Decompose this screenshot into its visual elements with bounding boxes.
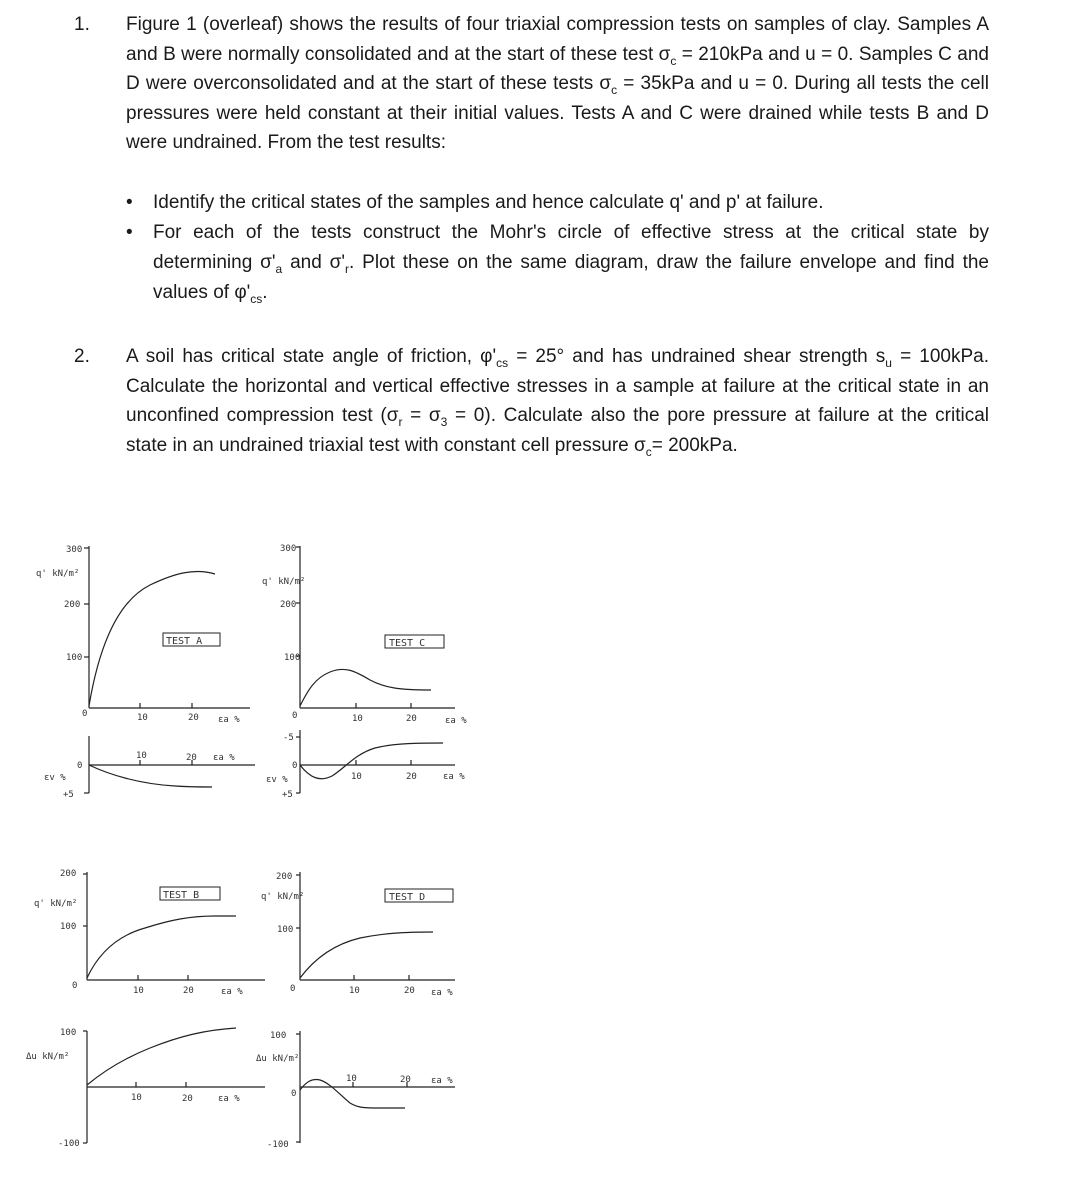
test-b-label: TEST B [163,890,200,901]
test-c-ev-axis-label: εv % [266,775,288,785]
test-d-x-tick: 20 [404,986,415,996]
test-a-q-tick: 200 [64,600,81,610]
test-a-ev-x-label: εa % [213,753,235,763]
test-d-du-x-label: εa % [431,1076,453,1086]
test-a-q-tick: 0 [82,709,88,719]
test-c-ev-x-tick: 20 [406,772,417,782]
test-c-ev-tick: +5 [282,790,293,800]
test-a-ev-axis-label: εv % [44,773,66,783]
test-c-ev-tick: 0 [292,761,298,771]
test-b-q-tick: 100 [60,922,77,932]
test-d-du-tick: -100 [267,1140,289,1150]
test-b-du-plot [83,1028,265,1143]
test-c-ev-tick: -5 [283,733,294,743]
test-d-du-x-tick: 10 [346,1074,357,1084]
test-c-q-tick: 0 [292,711,298,721]
test-d-q-tick: 200 [276,872,293,882]
test-c-q-tick: 100 [284,653,301,663]
test-d-x-label: εa % [431,988,453,998]
test-c-q-tick: 200 [280,600,297,610]
test-c-q-axis-label: q' kN/m² [262,577,306,587]
bullet-item: • Identify the critical states of the samples and hence calculate q' and p' at failure. [126,188,989,218]
test-b-du-x-tick: 20 [182,1094,193,1104]
test-c-ev-curve [300,743,443,779]
test-d-q-tick: 0 [290,984,296,994]
test-a-ev-curve [89,765,212,787]
test-a-ev-tick: +5 [63,790,74,800]
test-b-q-tick: 200 [60,869,77,879]
test-c-ev-x-label: εa % [443,772,465,782]
test-d-label: TEST D [389,892,426,903]
test-a-x-tick: 20 [188,713,199,723]
test-d-q-plot [296,872,455,980]
question-1-number: 1. [74,14,90,35]
test-a-q-plot [84,546,250,708]
question-1-bullets [126,188,989,308]
test-d-x-tick: 10 [349,986,360,996]
test-a-x-tick: 10 [137,713,148,723]
test-b-du-curve [87,1028,236,1085]
test-d-q-tick: 100 [277,925,294,935]
test-c-q-tick: 300 [280,544,297,554]
test-d-du-plot [296,1031,455,1143]
bullet-item: • For each of the tests construct the Mohr's circle of effective stress at the critical state by determining $\sigma'_a$ and $\sigma'_r$. Plot these on the same diagram, draw the failure envelope and find the values of $\varphi'_{cs}$. [126,218,989,308]
test-a-ev-plot [84,736,255,793]
test-c-label: TEST C [389,638,426,649]
test-d-du-tick: 100 [270,1031,287,1041]
test-a-ev-x-tick: 10 [136,751,147,761]
test-b-q-plot [83,872,265,980]
test-d-du-axis-label: Δu kN/m² [256,1054,300,1064]
test-b-du-tick: 100 [60,1028,77,1038]
question-2-paragraph: A soil has critical state angle of friction, $\varphi'_{cs} = 25^\circ$ and has undrained shear strength $s_u = 100kPa$. Calculate the horizontal and vertical effective stresses in a sample at failure at the critical state in an unconfined compression test $(\sigma_r = \sigma_3 = 0)$. Calculate also the pore pressure at failure at the critical state in an undrained triaxial test with constant cell pressure $\sigma_c= 200kPa$. [126,346,989,459]
test-b-du-axis-label: Δu kN/m² [26,1052,70,1062]
test-a-ev-tick: 0 [77,761,83,771]
triaxial-test-figure [0,520,1073,1193]
test-d-du-x-tick: 20 [400,1075,411,1085]
test-d-du-tick: 0 [291,1089,297,1099]
test-b-x-tick: 10 [133,986,144,996]
test-a-x-label: εa % [218,715,240,725]
question-2-number: 2. [74,346,90,367]
test-b-q-curve [87,916,236,978]
test-d-q-axis-label: q' kN/m² [261,892,305,902]
test-c-x-label: εa % [445,716,467,726]
test-b-x-tick: 20 [183,986,194,996]
test-d-q-curve [300,932,433,978]
test-a-q-tick: 100 [66,653,83,663]
test-c-x-tick: 20 [406,714,417,724]
test-a-ev-x-tick: 20 [186,753,197,763]
test-b-q-tick: 0 [72,981,78,991]
test-c-x-tick: 10 [352,714,363,724]
test-c-q-plot [296,546,455,708]
test-a-q-tick: 300 [66,545,83,555]
test-b-du-x-tick: 10 [131,1093,142,1103]
test-b-du-x-label: εa % [218,1094,240,1104]
test-c-ev-x-tick: 10 [351,772,362,782]
test-b-q-axis-label: q' kN/m² [34,899,78,909]
test-b-x-label: εa % [221,987,243,997]
test-c-q-curve [300,669,431,706]
test-b-du-tick: -100 [58,1139,80,1149]
test-c-ev-plot [296,730,455,793]
test-a-label: TEST A [166,636,203,647]
test-a-q-axis-label: q' kN/m² [36,569,80,579]
question-1-paragraph: Figure 1 (overleaf) shows the results of four triaxial compression tests on samples of clay. Samples A and B were normally consolidated and at the start of these test $\sigma_c = 210kPa$ and u = 0. Samples C and D were overconsolidated and at the start of these tests $\sigma_c = 35kPa$ and u = 0. During all tests the cell pressures were held constant at their initial values. Tests A and C were drained while tests B and D were undrained. From the test results: [126,14,989,153]
